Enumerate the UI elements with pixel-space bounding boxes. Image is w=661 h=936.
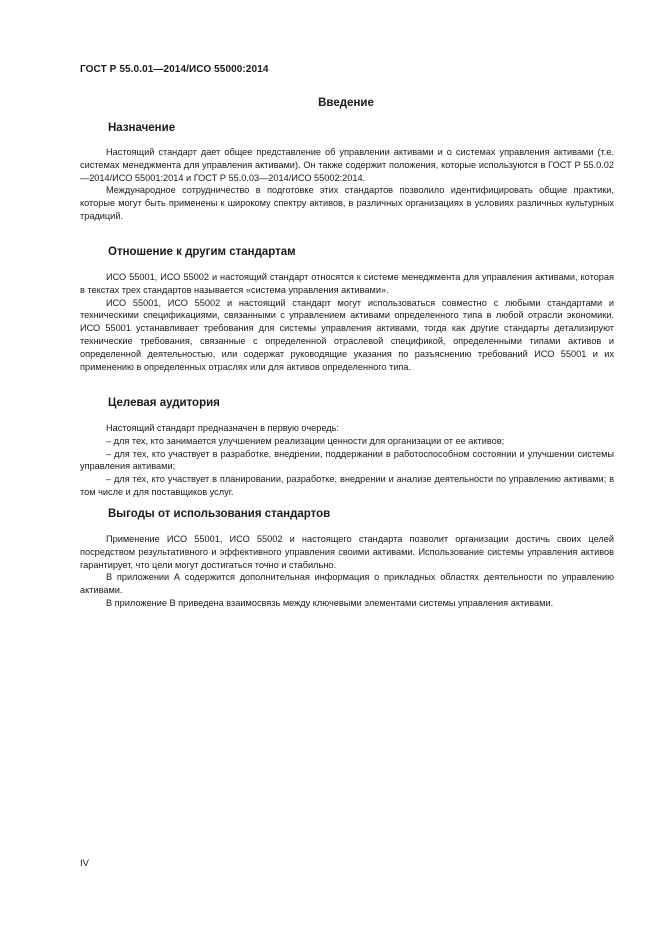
section-heading-benefits: Выгоды от использования стандартов [108,508,331,520]
paragraph: В приложение В приведена взаимосвязь между ключевыми элементами системы управления активами. [106,597,554,608]
paragraph: Настоящий стандарт предназначен в первую очередь: [106,423,339,433]
paragraph: ИСО 55001, ИСО 55002 и настоящий стандарт могут использоваться совместно с любыми стандартами и техническими спецификациями, связанными с управлением активами определенного типа в любой отрасли экономики. ИСО 55001 устанавливает требования для системы управления активами, тогда как другие стандарты детализируют технические требования, связанные с определенной отраслевой спецификой, определенными типами активов и определенной деятельностью, или содержат руководящие указания по разъяснению требований ИСО 55001 и их применению в определенных отраслях или для активов определенного типа. [80,297,614,372]
list-item: – для тех, кто участвует в планировании, разработке, внедрении и анализе деятельности по управлению активами; в том числе и для поставщиков услуг. [80,474,614,497]
section-heading-audience: Целевая аудитория [108,397,220,409]
paragraph: В приложении А содержится дополнительная информация о прикладных областях деятельности по управлению активами. [80,572,614,596]
paragraph: Применение ИСО 55001, ИСО 55002 и настоящего стандарта позволит организации достичь своих целей посредством результативного и эффективного управления своими активами. Использование системы управления активов гарантирует, что цели могут достигаться точно и стабильно. [80,534,614,570]
paragraph: Настоящий стандарт дает общее представление об управлении активами и о системах управления активами (т.е. системах менеджмента для управления активами). Он также содержит положения, которые используются в ГОСТ Р 55.0.02—2014/ИСО 55001:2014 и ГОСТ Р 55.0.03—2014/ИСО 55002:2014. [80,147,614,183]
page-number: IV [80,858,89,869]
section-body-purpose [80,146,614,223]
paragraph: ИСО 55001, ИСО 55002 и настоящий стандарт относятся к системе менеджмента для управления активами, которая в текстах трех стандартов называется «система управления активами». [80,272,614,295]
document-header: ГОСТ Р 55.0.01—2014/ИСО 55000:2014 [80,64,269,75]
page-title: Введение [318,97,374,109]
list-item: – для тех, кто участвует в разработке, внедрении, поддержании в работоспособном состоянии и улучшении системы управления активами; [80,448,614,472]
section-body-audience [80,422,614,499]
section-heading-purpose: Назначение [108,122,176,134]
list-item: – для тех, кто занимается улучшением реализации ценности для организации от ее активов; [106,435,505,446]
section-heading-relation: Отношение к другим стандартам [108,246,296,258]
section-body-relation [80,271,614,373]
paragraph: Международное сотрудничество в подготовке этих стандартов позволило идентифицировать общие практики, которые могут быть применены к широкому спектру активов, в различных организациях в условиях различных культурных традиций. [80,185,614,221]
section-body-benefits [80,533,614,610]
